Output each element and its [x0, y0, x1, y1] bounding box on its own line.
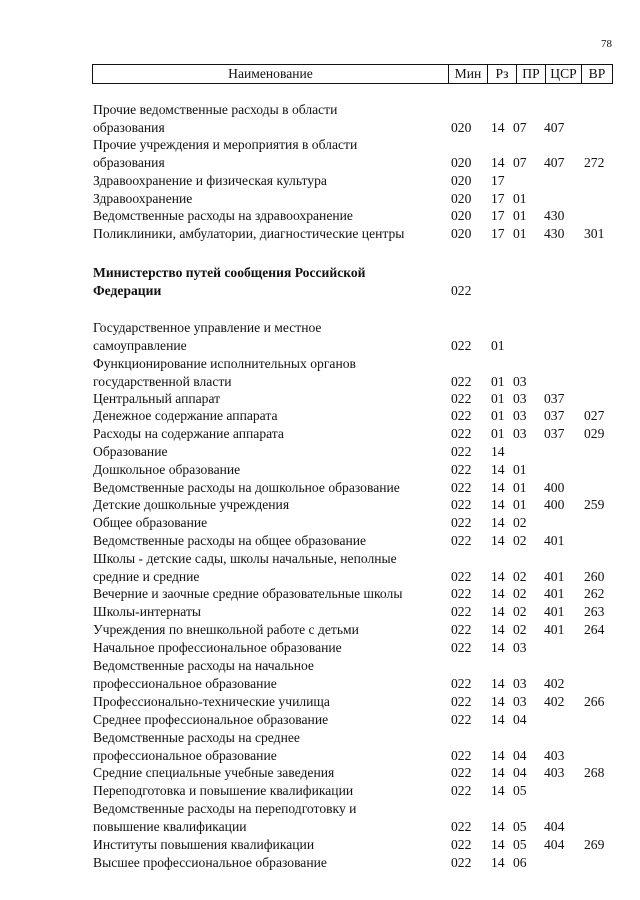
cell-name: Федерации	[93, 283, 162, 298]
cell-vr: 272	[584, 155, 605, 170]
cell-rz: 14	[491, 694, 505, 709]
cell-name: самоуправление	[93, 338, 187, 353]
cell-pr: 07	[513, 120, 527, 135]
cell-min: 022	[451, 408, 472, 423]
cell-min: 022	[451, 569, 472, 584]
header-vr: ВР	[588, 66, 606, 81]
cell-name: государственной власти	[93, 374, 232, 389]
cell-min: 022	[451, 712, 472, 727]
table-row	[0, 568, 640, 586]
cell-min: 022	[451, 533, 472, 548]
cell-rz: 01	[491, 426, 505, 441]
table-row	[0, 764, 640, 782]
cell-pr: 01	[513, 208, 527, 223]
cell-pr: 03	[513, 694, 527, 709]
cell-min: 022	[451, 748, 472, 763]
cell-rz: 14	[491, 444, 505, 459]
cell-rz: 14	[491, 855, 505, 870]
cell-vr: 260	[584, 569, 605, 584]
cell-csr: 401	[544, 604, 565, 619]
cell-pr: 04	[513, 765, 527, 780]
cell-name: Ведомственные расходы на среднее	[93, 730, 300, 745]
cell-pr: 03	[513, 408, 527, 423]
cell-pr: 01	[513, 462, 527, 477]
cell-min: 022	[451, 515, 472, 530]
cell-pr: 02	[513, 515, 527, 530]
cell-pr: 04	[513, 748, 527, 763]
cell-vr: 029	[584, 426, 605, 441]
cell-csr: 402	[544, 694, 565, 709]
header-rz: Рз	[495, 66, 509, 81]
cell-min: 020	[451, 191, 472, 206]
cell-rz: 14	[491, 783, 505, 798]
cell-csr: 401	[544, 622, 565, 637]
table-row	[0, 136, 640, 154]
cell-name: профессиональное образование	[93, 676, 277, 691]
cell-min: 020	[451, 120, 472, 135]
cell-min: 022	[451, 783, 472, 798]
cell-rz: 14	[491, 676, 505, 691]
cell-min: 022	[451, 426, 472, 441]
table-row	[0, 550, 640, 568]
cell-vr: 259	[584, 497, 605, 512]
cell-rz: 14	[491, 120, 505, 135]
cell-rz: 14	[491, 819, 505, 834]
header-pr: ПР	[522, 66, 540, 81]
table-row	[0, 479, 640, 497]
table-row	[0, 693, 640, 711]
cell-min: 022	[451, 374, 472, 389]
cell-rz: 17	[491, 173, 505, 188]
cell-name: Школы - детские сады, школы начальные, неполные	[93, 551, 397, 566]
table-row	[0, 729, 640, 747]
table-row	[0, 836, 640, 854]
cell-csr: 404	[544, 819, 565, 834]
cell-rz: 14	[491, 712, 505, 727]
cell-min: 022	[451, 338, 472, 353]
cell-pr: 01	[513, 191, 527, 206]
cell-min: 022	[451, 837, 472, 852]
table-row	[0, 101, 640, 119]
cell-name: Образование	[93, 444, 168, 459]
cell-vr: 301	[584, 226, 605, 241]
cell-name: образования	[93, 155, 165, 170]
cell-csr: 402	[544, 676, 565, 691]
cell-name: повышение квалификации	[93, 819, 247, 834]
cell-name: профессиональное образование	[93, 748, 277, 763]
table-row	[0, 443, 640, 461]
cell-min: 022	[451, 283, 472, 298]
table-row	[0, 818, 640, 836]
cell-rz: 17	[491, 226, 505, 241]
cell-name: Дошкольное образование	[93, 462, 241, 477]
cell-rz: 14	[491, 604, 505, 619]
cell-rz: 14	[491, 515, 505, 530]
cell-pr: 05	[513, 819, 527, 834]
cell-name: Здравоохранение	[93, 191, 193, 206]
cell-name: Ведомственные расходы на общее образование	[93, 533, 367, 548]
table-row	[0, 190, 640, 208]
cell-rz: 14	[491, 569, 505, 584]
cell-pr: 03	[513, 426, 527, 441]
table-row	[0, 264, 640, 282]
cell-pr: 03	[513, 391, 527, 406]
table-row	[0, 657, 640, 675]
cell-pr: 03	[513, 676, 527, 691]
header-min: Мин	[454, 66, 482, 81]
cell-vr: 268	[584, 765, 605, 780]
cell-pr: 03	[513, 374, 527, 389]
cell-pr: 02	[513, 569, 527, 584]
cell-csr: 430	[544, 208, 565, 223]
cell-name: средние и средние	[93, 569, 200, 584]
cell-pr: 05	[513, 837, 527, 852]
table-row	[0, 532, 640, 550]
cell-csr: 403	[544, 765, 565, 780]
cell-rz: 14	[491, 586, 505, 601]
cell-min: 022	[451, 462, 472, 477]
table-row	[0, 119, 640, 137]
cell-csr: 037	[544, 426, 565, 441]
cell-rz: 01	[491, 338, 505, 353]
cell-name: Среднее профессиональное образование	[93, 712, 329, 727]
table-row	[0, 172, 640, 190]
cell-min: 022	[451, 604, 472, 619]
cell-name: Государственное управление и местное	[93, 320, 322, 335]
cell-csr: 401	[544, 586, 565, 601]
cell-vr: 266	[584, 694, 605, 709]
table-row	[0, 782, 640, 800]
cell-pr: 06	[513, 855, 527, 870]
cell-rz: 14	[491, 748, 505, 763]
cell-name: Институты повышения квалификации	[93, 837, 315, 852]
cell-vr: 264	[584, 622, 605, 637]
cell-min: 022	[451, 622, 472, 637]
cell-name: Центральный аппарат	[93, 391, 221, 406]
cell-pr: 04	[513, 712, 527, 727]
table-row	[0, 675, 640, 693]
cell-csr: 407	[544, 120, 565, 135]
cell-name: Профессионально-технические училища	[93, 694, 330, 709]
cell-csr: 400	[544, 480, 565, 495]
cell-name: Ведомственные расходы на начальное	[93, 658, 314, 673]
cell-name: Ведомственные расходы на здравоохранение	[93, 208, 353, 223]
cell-rz: 17	[491, 208, 505, 223]
cell-name: Здравоохранение и физическая культура	[93, 173, 327, 188]
cell-min: 022	[451, 694, 472, 709]
cell-csr: 407	[544, 155, 565, 170]
cell-pr: 01	[513, 226, 527, 241]
cell-name: Вечерние и заочные средние образовательные школы	[93, 586, 403, 601]
cell-name: Функционирование исполнительных органов	[93, 356, 356, 371]
cell-name: Прочие ведомственные расходы в области	[93, 102, 338, 117]
cell-rz: 14	[491, 837, 505, 852]
table-row	[0, 282, 640, 300]
table-row	[0, 355, 640, 373]
cell-csr: 401	[544, 533, 565, 548]
cell-name: Переподготовка и повышение квалификации	[93, 783, 354, 798]
cell-min: 020	[451, 155, 472, 170]
cell-rz: 14	[491, 462, 505, 477]
cell-pr: 01	[513, 480, 527, 495]
table-row	[0, 747, 640, 765]
cell-csr: 403	[544, 748, 565, 763]
cell-name: Ведомственные расходы на переподготовку и	[93, 801, 357, 816]
cell-name: Министерство путей сообщения Российской	[93, 265, 366, 280]
cell-rz: 01	[491, 391, 505, 406]
cell-rz: 01	[491, 408, 505, 423]
table-row	[0, 711, 640, 729]
table-row	[0, 390, 640, 408]
cell-name: Поликлиники, амбулатории, диагностические центры	[93, 226, 405, 241]
table-row	[0, 621, 640, 639]
cell-name: образования	[93, 120, 165, 135]
table-row	[0, 407, 640, 425]
cell-name: Начальное профессиональное образование	[93, 640, 342, 655]
cell-min: 022	[451, 765, 472, 780]
cell-min: 022	[451, 819, 472, 834]
cell-pr: 03	[513, 640, 527, 655]
cell-pr: 05	[513, 783, 527, 798]
cell-rz: 17	[491, 191, 505, 206]
table-row	[0, 800, 640, 818]
cell-min: 022	[451, 640, 472, 655]
cell-csr: 037	[544, 391, 565, 406]
table-row	[0, 603, 640, 621]
table-row	[0, 154, 640, 172]
cell-min: 020	[451, 208, 472, 223]
cell-csr: 401	[544, 569, 565, 584]
cell-csr: 037	[544, 408, 565, 423]
table-row	[0, 639, 640, 657]
table-row	[0, 373, 640, 391]
table-row	[0, 496, 640, 514]
cell-min: 022	[451, 676, 472, 691]
cell-vr: 263	[584, 604, 605, 619]
cell-csr: 400	[544, 497, 565, 512]
cell-min: 020	[451, 226, 472, 241]
cell-rz: 14	[491, 533, 505, 548]
cell-min: 022	[451, 480, 472, 495]
cell-csr: 404	[544, 837, 565, 852]
cell-pr: 02	[513, 622, 527, 637]
table-row	[0, 337, 640, 355]
cell-rz: 01	[491, 374, 505, 389]
cell-min: 022	[451, 497, 472, 512]
table-row	[0, 225, 640, 243]
header-name: Наименование	[228, 66, 313, 81]
cell-rz: 14	[491, 155, 505, 170]
cell-pr: 02	[513, 533, 527, 548]
cell-min: 022	[451, 586, 472, 601]
cell-pr: 02	[513, 586, 527, 601]
cell-rz: 14	[491, 480, 505, 495]
page-number: 78	[601, 38, 612, 50]
table-row	[0, 854, 640, 872]
cell-pr: 07	[513, 155, 527, 170]
cell-name: Высшее профессиональное образование	[93, 855, 327, 870]
table-row	[0, 514, 640, 532]
cell-name: Средние специальные учебные заведения	[93, 765, 335, 780]
cell-rz: 14	[491, 622, 505, 637]
cell-name: Прочие учреждения и мероприятия в области	[93, 137, 358, 152]
table-row	[0, 585, 640, 603]
cell-name: Детские дошкольные учреждения	[93, 497, 290, 512]
table-row	[0, 425, 640, 443]
cell-vr: 269	[584, 837, 605, 852]
header-csr: ЦСР	[550, 66, 577, 81]
cell-rz: 14	[491, 640, 505, 655]
table-row	[0, 319, 640, 337]
cell-min: 022	[451, 855, 472, 870]
cell-name: Расходы на содержание аппарата	[93, 426, 284, 441]
cell-rz: 14	[491, 497, 505, 512]
cell-min: 022	[451, 444, 472, 459]
cell-min: 020	[451, 173, 472, 188]
cell-name: Ведомственные расходы на дошкольное образование	[93, 480, 400, 495]
cell-vr: 027	[584, 408, 605, 423]
cell-name: Учреждения по внешкольной работе с детьми	[93, 622, 359, 637]
cell-csr: 430	[544, 226, 565, 241]
table-row	[0, 207, 640, 225]
cell-rz: 14	[491, 765, 505, 780]
cell-name: Школы-интернаты	[93, 604, 202, 619]
cell-pr: 02	[513, 604, 527, 619]
cell-min: 022	[451, 391, 472, 406]
table-row	[0, 461, 640, 479]
cell-pr: 01	[513, 497, 527, 512]
cell-name: Общее образование	[93, 515, 208, 530]
cell-vr: 262	[584, 586, 605, 601]
cell-name: Денежное содержание аппарата	[93, 408, 278, 423]
